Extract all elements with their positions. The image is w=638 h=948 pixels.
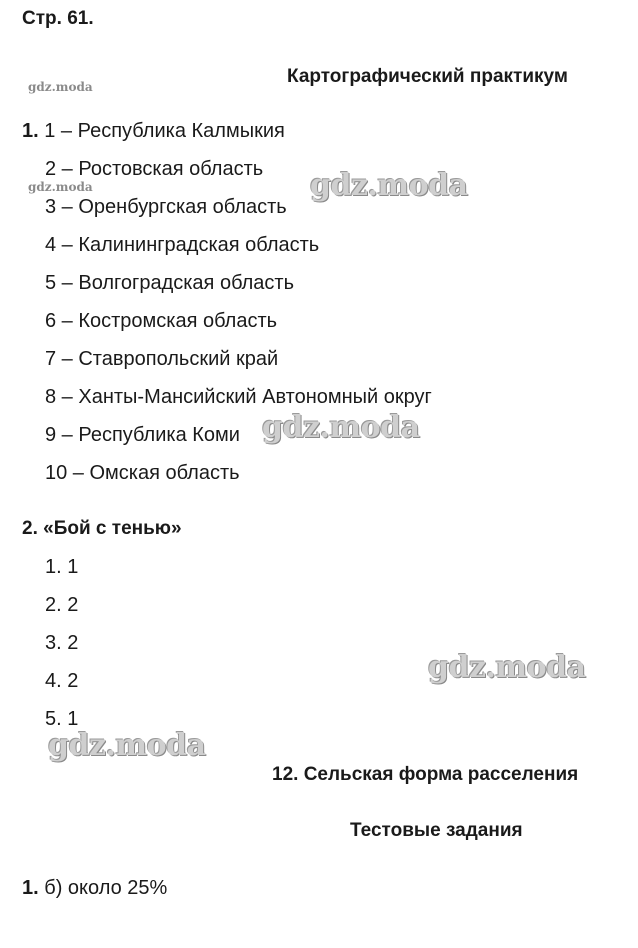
watermark: gdz.moda xyxy=(428,650,586,685)
watermark-small: gdz.moda xyxy=(28,80,93,94)
watermark: gdz.moda xyxy=(48,728,206,763)
q1-item-4: 4 – Калининградская область xyxy=(45,234,320,256)
section-title-12: 12. Сельская форма расселения xyxy=(272,764,579,785)
q1-number: 1. xyxy=(22,120,39,142)
q1-item-text: 1 – Республика Калмыкия xyxy=(44,120,285,142)
q2-item-4: 4. 2 xyxy=(45,670,79,692)
watermark: gdz.moda xyxy=(262,410,420,445)
q2-title: «Бой с тенью» xyxy=(43,518,182,539)
q1-item-7: 7 – Ставропольский край xyxy=(45,348,279,370)
q2-item-3: 3. 2 xyxy=(45,632,79,654)
q1-item-10: 10 – Омская область xyxy=(45,462,240,484)
watermark-small: gdz.moda xyxy=(28,180,93,194)
q2-item-2: 2. 2 xyxy=(45,594,79,616)
q1-item-8: 8 – Ханты-Мансийский Автономный округ xyxy=(45,386,432,408)
q2-number: 2. xyxy=(22,518,38,539)
q1-item-5: 5 – Волгоградская область xyxy=(45,272,294,294)
test1-number: 1. xyxy=(22,877,39,899)
q2-heading xyxy=(22,518,182,540)
q1-item-6: 6 – Костромская область xyxy=(45,310,278,332)
watermark: gdz.moda xyxy=(310,168,468,203)
q2-item-5: 5. 1 xyxy=(45,708,79,730)
section-title-tests: Тестовые задания xyxy=(350,820,523,841)
test1-item xyxy=(22,877,167,900)
q2-item-1: 1. 1 xyxy=(45,556,79,578)
q1-item-9: 9 – Республика Коми xyxy=(45,424,240,446)
page-title: Стр. 61. xyxy=(22,8,94,29)
test1-answer: б) около 25% xyxy=(44,877,168,899)
q1-item-3: 3 – Оренбургская область xyxy=(45,196,287,218)
q1-item-1 xyxy=(22,120,285,143)
q1-item-2: 2 – Ростовская область xyxy=(45,158,264,180)
section-title-cartographic: Картографический практикум xyxy=(287,66,568,87)
